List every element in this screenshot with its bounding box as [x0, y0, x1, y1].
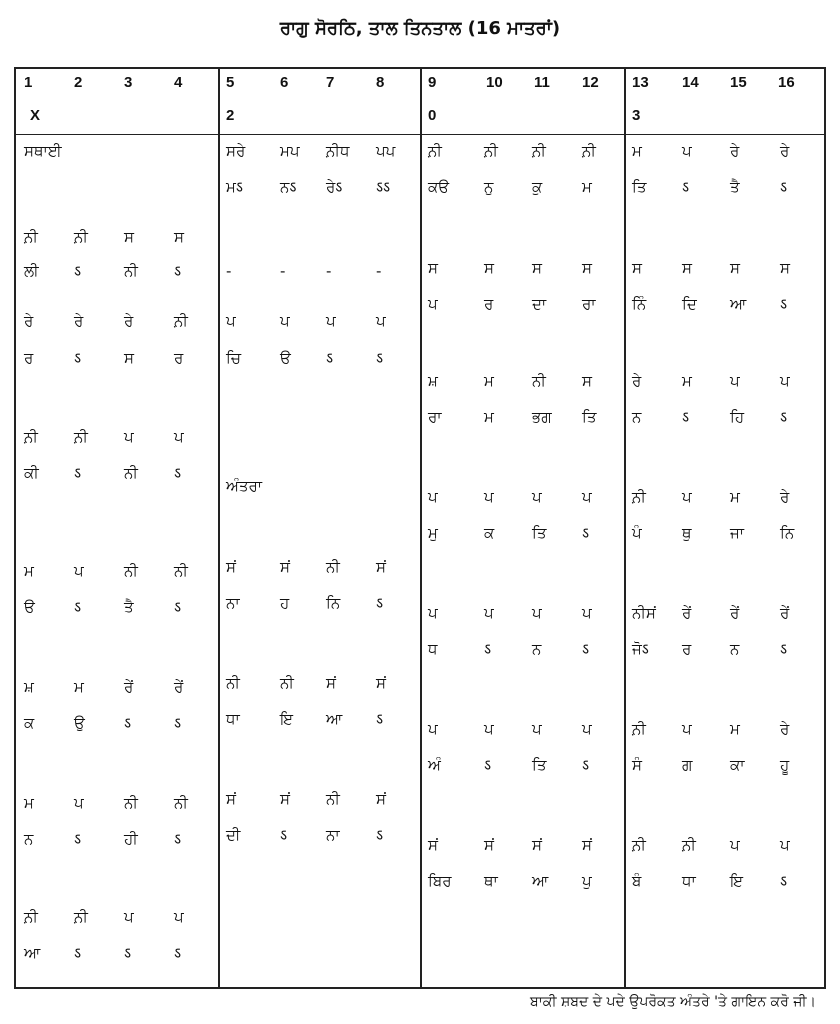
notation-cell: ਭਗ	[532, 408, 552, 426]
notation-cell: ਪ	[280, 312, 290, 330]
notation-cell: ਧ	[428, 640, 438, 658]
notation-cell: ਰੇਂ	[780, 604, 790, 622]
beat-number: 9	[428, 74, 437, 91]
notation-cell: ਕ	[24, 714, 35, 732]
notation-cell: ਰੇਂ	[124, 678, 134, 696]
notation-cell: ਸ	[582, 372, 592, 390]
section-sthai-label: ਸਥਾਈ	[24, 142, 62, 160]
notation-cell: ਸਂ	[226, 790, 236, 808]
notation-cell: ਪ	[780, 372, 790, 390]
taali-marker: X	[30, 107, 41, 124]
notation-cell: ਮ	[484, 372, 494, 390]
notation-cell: ऽ	[582, 524, 590, 542]
notation-cell: ਨ਼ੀ	[632, 836, 646, 854]
notation-cell: ਨੀ	[124, 794, 138, 812]
notation-cell: ऽ	[174, 714, 182, 732]
notation-cell: ੳ	[280, 349, 291, 367]
notation-cell: ਰੇ	[632, 372, 642, 390]
notation-cell: ऽ	[780, 408, 788, 426]
notation-cell: ऽ	[280, 826, 288, 844]
notation-cell: ऽ	[484, 640, 492, 658]
notation-cell: ਪ	[428, 604, 438, 622]
notation-cell: ਮ	[632, 142, 642, 160]
notation-cell: ਨऽ	[280, 178, 297, 196]
notation-cell: ਰੇ	[730, 142, 740, 160]
notation-cell: ਰ	[24, 349, 34, 367]
notation-cell: ਪ	[376, 312, 386, 330]
notation-cell: ਸੰ	[632, 756, 642, 774]
notation-cell: ਪ	[174, 428, 184, 446]
notation-cell: ਮ	[24, 562, 34, 580]
header-divider	[14, 134, 826, 135]
notation-cell: ਰ	[682, 640, 692, 658]
column-divider	[218, 67, 220, 989]
notation-cell: ਚਿ	[226, 349, 241, 367]
notation-cell: ऽ	[74, 349, 82, 367]
notation-cell: ऽ	[74, 830, 82, 848]
notation-cell: ਤੈ	[124, 598, 134, 616]
notation-cell: ਰੇਂ	[730, 604, 740, 622]
notation-cell: ਪ	[682, 720, 692, 738]
notation-cell: ਨਾ	[226, 594, 240, 612]
notation-cell: ਨੀ	[280, 674, 294, 692]
notation-cell: ऽ	[780, 295, 788, 313]
notation-cell: ऽ	[682, 408, 690, 426]
notation-cell: ਪ	[582, 488, 592, 506]
notation-cell: ਰੇ	[780, 142, 790, 160]
notation-cell: ਨ਼ੀ	[24, 908, 38, 926]
notation-cell: ਤਿ	[632, 178, 647, 196]
notation-cell: ਪ	[226, 312, 236, 330]
notation-cell: ਹ	[280, 594, 290, 612]
notation-cell: ਹੀ	[124, 830, 138, 848]
notation-cell: ਸ	[682, 259, 692, 277]
notation-cell: ਨੀ	[174, 794, 188, 812]
notation-cell: ਨ਼ੀ	[632, 720, 646, 738]
notation-cell: ਸ	[124, 228, 134, 246]
taali-marker: 2	[226, 107, 235, 124]
notation-cell: ਆ	[532, 872, 549, 890]
notation-cell: ऽ	[174, 944, 182, 962]
notation-cell: ਸਂ	[280, 558, 290, 576]
notation-cell: ऽ	[376, 710, 384, 728]
beat-number: 12	[582, 74, 599, 91]
notation-cell: ਸਂ	[376, 790, 386, 808]
notation-cell: ऽ	[74, 944, 82, 962]
notation-cell: ਅੰ	[428, 756, 441, 774]
notation-cell: ਸ	[484, 259, 494, 277]
notation-cell: ਸ	[428, 259, 438, 277]
notation-cell: ਕੁ	[532, 178, 543, 196]
column-divider	[624, 67, 626, 989]
beat-number: 6	[280, 74, 289, 91]
notation-cell: ਇ	[280, 710, 294, 728]
notation-cell: ਸਂ	[582, 836, 592, 854]
page-title: ਰਾਗੁ ਸੋਰਠਿ, ਤਾਲ ਤਿਨਤਾਲ (16 ਮਾਤਰਾਂ)	[279, 18, 561, 39]
notation-cell: ਪ	[730, 372, 740, 390]
notation-cell: ੳ	[24, 598, 35, 616]
notation-cell: ਪ	[428, 488, 438, 506]
notation-cell: ऽ	[124, 944, 132, 962]
notation-cell: ਮ਼	[24, 678, 34, 696]
notation-cell: ਬੰ	[632, 872, 642, 890]
notation-cell: ਨ਼ੀ	[74, 428, 88, 446]
notation-cell: ऽ	[174, 830, 182, 848]
notation-cell: -	[326, 262, 332, 280]
notation-cell: ऽ	[376, 594, 384, 612]
notation-cell: ਦਾ	[532, 295, 547, 313]
notation-cell: ਨਾ	[326, 826, 340, 844]
notation-cell: ਰੇ	[24, 312, 34, 330]
notation-cell: ਰੇऽ	[326, 178, 343, 196]
beat-number: 14	[682, 74, 699, 91]
notation-cell: ਪ	[174, 908, 184, 926]
notation-cell: ਧਾ	[682, 872, 696, 890]
notation-cell: ਨੀ	[226, 674, 240, 692]
notation-cell: ऽ	[326, 349, 334, 367]
notation-cell: ਥੁ	[682, 524, 692, 542]
notation-cell: ਨਿੰ	[632, 295, 647, 313]
notation-cell: ਮੁ	[428, 524, 438, 542]
notation-cell: ਮऽ	[226, 178, 243, 196]
notation-cell: ਨ਼ੀ	[582, 142, 596, 160]
notation-cell: ਪੁ	[582, 872, 592, 890]
notation-cell: ਹਿ	[730, 408, 745, 426]
notation-cell: ਪ	[532, 604, 542, 622]
notation-cell: ऽ	[174, 262, 182, 280]
notation-cell: ਆ	[730, 295, 747, 313]
notation-cell: ਮ	[484, 408, 494, 426]
beat-number: 13	[632, 74, 649, 91]
beat-number: 11	[534, 74, 550, 91]
notation-cell: ਪ	[124, 428, 134, 446]
notation-cell: ਨਿ	[326, 594, 341, 612]
beat-number: 3	[124, 74, 133, 91]
notation-cell: ਪ	[532, 720, 542, 738]
notation-cell: ऽ	[124, 714, 132, 732]
notation-cell: ਇ	[730, 872, 744, 890]
notation-cell: ਆ	[24, 944, 41, 962]
notation-cell: ਪ	[484, 488, 494, 506]
notation-cell: ਨ	[632, 408, 642, 426]
notation-cell: ਨ਼ੀ	[428, 142, 442, 160]
notation-cell: ਪ	[326, 312, 336, 330]
taali-marker: 0	[428, 107, 437, 124]
notation-cell: ਪ	[484, 720, 494, 738]
notation-cell: ਸ	[780, 259, 790, 277]
beat-number: 10	[486, 74, 503, 91]
notation-cell: ਰ	[484, 295, 494, 313]
notation-cell: ਨੀ	[326, 558, 340, 576]
notation-cell: ਪ	[124, 908, 134, 926]
notation-cell: ਨ	[24, 830, 34, 848]
notation-cell: ਨੀ	[124, 464, 138, 482]
footer-note: ਬਾਕੀ ਸ਼ਬਦ ਦੇ ਪਦੇ ਉਪਰੋਕਤ ਅੰਤਰੇ 'ਤੇ ਗਾਇਨ ਕਰੋ ਜੀ।	[530, 994, 816, 1010]
notation-cell: ऽ	[780, 178, 788, 196]
notation-cell: ਗ	[682, 756, 693, 774]
notation-cell: ऽ	[582, 640, 590, 658]
notation-cell: ऽ	[174, 598, 182, 616]
notation-cell: ਥਾ	[484, 872, 498, 890]
notation-cell: ਮ	[730, 488, 740, 506]
notation-cell: ਕੀ	[24, 464, 39, 482]
notation-cell: ਸ	[632, 259, 642, 277]
beat-number: 7	[326, 74, 335, 91]
notation-cell: ਨੀ	[124, 262, 138, 280]
notation-cell: ਦਿ	[682, 295, 697, 313]
taali-marker: 3	[632, 107, 641, 124]
notation-cell: ऽ	[484, 756, 492, 774]
notation-cell: ਨਿ	[780, 524, 795, 542]
beat-number: 15	[730, 74, 747, 91]
notation-cell: ਸਂ	[484, 836, 494, 854]
notation-cell: ऽ	[74, 464, 82, 482]
notation-cell: ਰੇ	[124, 312, 134, 330]
notation-cell: ਤਿ	[532, 756, 547, 774]
notation-cell: ਸ	[174, 228, 184, 246]
notation-cell: ਪਪ	[376, 142, 396, 160]
notation-cell: -	[226, 262, 232, 280]
notation-cell: ਪ	[780, 836, 790, 854]
notation-cell: ਨ਼ੀ	[632, 488, 646, 506]
notation-cell: ਪ	[428, 720, 438, 738]
notation-cell: ऽ	[74, 262, 82, 280]
notation-cell: ਸਂ	[226, 558, 236, 576]
notation-cell: ऽ	[582, 756, 590, 774]
notation-cell: ਹੂ	[780, 756, 790, 774]
notation-cell: ਪ	[484, 604, 494, 622]
notation-cell: ऽ	[780, 872, 788, 890]
notation-cell: ਨ਼ੀ	[174, 312, 188, 330]
notation-cell: ਕ	[484, 524, 495, 542]
notation-cell: ਸ	[582, 259, 592, 277]
notation-cell: ਰੇਂ	[174, 678, 184, 696]
notation-cell: ਤਿ	[532, 524, 547, 542]
notation-cell: -	[280, 262, 286, 280]
notation-cell: ਨ਼ੀ	[74, 908, 88, 926]
notation-cell: ਸ	[532, 259, 542, 277]
notation-cell: ਪ	[582, 720, 592, 738]
section-antara-label: ਅੰਤਰਾ	[226, 477, 263, 495]
notation-cell: ਸਂ	[428, 836, 438, 854]
notation-cell: ਉ	[74, 714, 85, 732]
notation-cell: ਧਾ	[226, 710, 240, 728]
notation-cell: ਮ਼	[428, 372, 438, 390]
notation-cell: ਨੁ	[484, 178, 494, 196]
column-divider	[420, 67, 422, 989]
notation-cell: ਤੈ	[730, 178, 740, 196]
notation-cell: ਰ	[174, 349, 184, 367]
notation-cell: ਨੀ	[532, 372, 546, 390]
notation-cell: ऽ	[376, 826, 384, 844]
notation-cell: ਸਂ	[376, 558, 386, 576]
beat-number: 2	[74, 74, 83, 91]
notation-cell: ਕਾ	[730, 756, 745, 774]
notation-cell: ਮ	[682, 372, 692, 390]
notation-cell: ਰੇ	[780, 488, 790, 506]
notation-cell: ਆ	[326, 710, 343, 728]
notation-cell: ਨੀ	[174, 562, 188, 580]
notation-cell: ਮ	[74, 678, 84, 696]
notation-cell: ਪ	[428, 295, 438, 313]
notation-cell: ਨੀ	[326, 790, 340, 808]
notation-cell: ਮ	[582, 178, 592, 196]
notation-cell: ਕੳ	[428, 178, 450, 196]
notation-cell: ਪ	[582, 604, 592, 622]
notation-cell: ਲੀ	[24, 262, 39, 280]
notation-cell: ਨੀਸਂ	[632, 604, 656, 622]
notation-cell: ਨ਼ੀ	[484, 142, 498, 160]
notation-cell: ਤਿ	[582, 408, 597, 426]
notation-cell: ਪ	[74, 794, 84, 812]
notation-cell: ऽ	[174, 464, 182, 482]
notation-cell: ਨ਼ੀ	[682, 836, 696, 854]
beat-number: 8	[376, 74, 385, 91]
beat-number: 5	[226, 74, 235, 91]
notation-cell: ਮਪ	[280, 142, 300, 160]
notation-cell: ਪੰ	[632, 524, 642, 542]
notation-cell: ਮ	[24, 794, 34, 812]
notation-cell: ऽ	[780, 640, 788, 658]
notation-cell: -	[376, 262, 382, 280]
notation-cell: ਰੇ	[780, 720, 790, 738]
notation-cell: ਨ਼ੀ	[74, 228, 88, 246]
beat-number: 1	[24, 74, 33, 91]
notation-cell: ਮ	[730, 720, 740, 738]
notation-cell: ਪ	[74, 562, 84, 580]
notation-cell: ਪ	[730, 836, 740, 854]
notation-cell: ऽ	[376, 349, 384, 367]
notation-cell: ऽ	[74, 598, 82, 616]
notation-cell: ਦੀ	[226, 826, 241, 844]
notation-cell: ऽऽ	[376, 178, 391, 196]
notation-cell: ਰੇ	[74, 312, 84, 330]
notation-cell: ਸ	[124, 349, 134, 367]
notation-cell: ਰਾ	[582, 295, 596, 313]
notation-cell: ਸਂ	[326, 674, 336, 692]
notation-cell: ऽ	[682, 178, 690, 196]
notation-cell: ਸਂ	[376, 674, 386, 692]
notation-cell: ਜੋऽ	[632, 640, 649, 658]
beat-number: 16	[778, 74, 795, 91]
notation-cell: ਨੀ	[124, 562, 138, 580]
notation-cell: ਨ਼ੀ	[24, 228, 38, 246]
notation-cell: ਰੇਂ	[682, 604, 692, 622]
notation-cell: ਰਾ	[428, 408, 442, 426]
notation-cell: ਸ	[730, 259, 740, 277]
notation-cell: ਨ	[532, 640, 542, 658]
notation-cell: ਨ	[730, 640, 740, 658]
notation-cell: ਜਾ	[730, 524, 745, 542]
notation-cell: ਪ	[532, 488, 542, 506]
notation-cell: ਨ਼ੀਧ	[326, 142, 350, 160]
notation-cell: ਨ਼ੀ	[532, 142, 546, 160]
notation-cell: ਸਰੇ	[226, 142, 246, 160]
notation-cell: ਸਂ	[532, 836, 542, 854]
notation-cell: ਪ	[682, 142, 692, 160]
beat-number: 4	[174, 74, 183, 91]
notation-cell: ਪ	[682, 488, 692, 506]
notation-cell: ਸਂ	[280, 790, 290, 808]
notation-cell: ਬਿਰ	[428, 872, 452, 890]
notation-cell: ਨ਼ੀ	[24, 428, 38, 446]
